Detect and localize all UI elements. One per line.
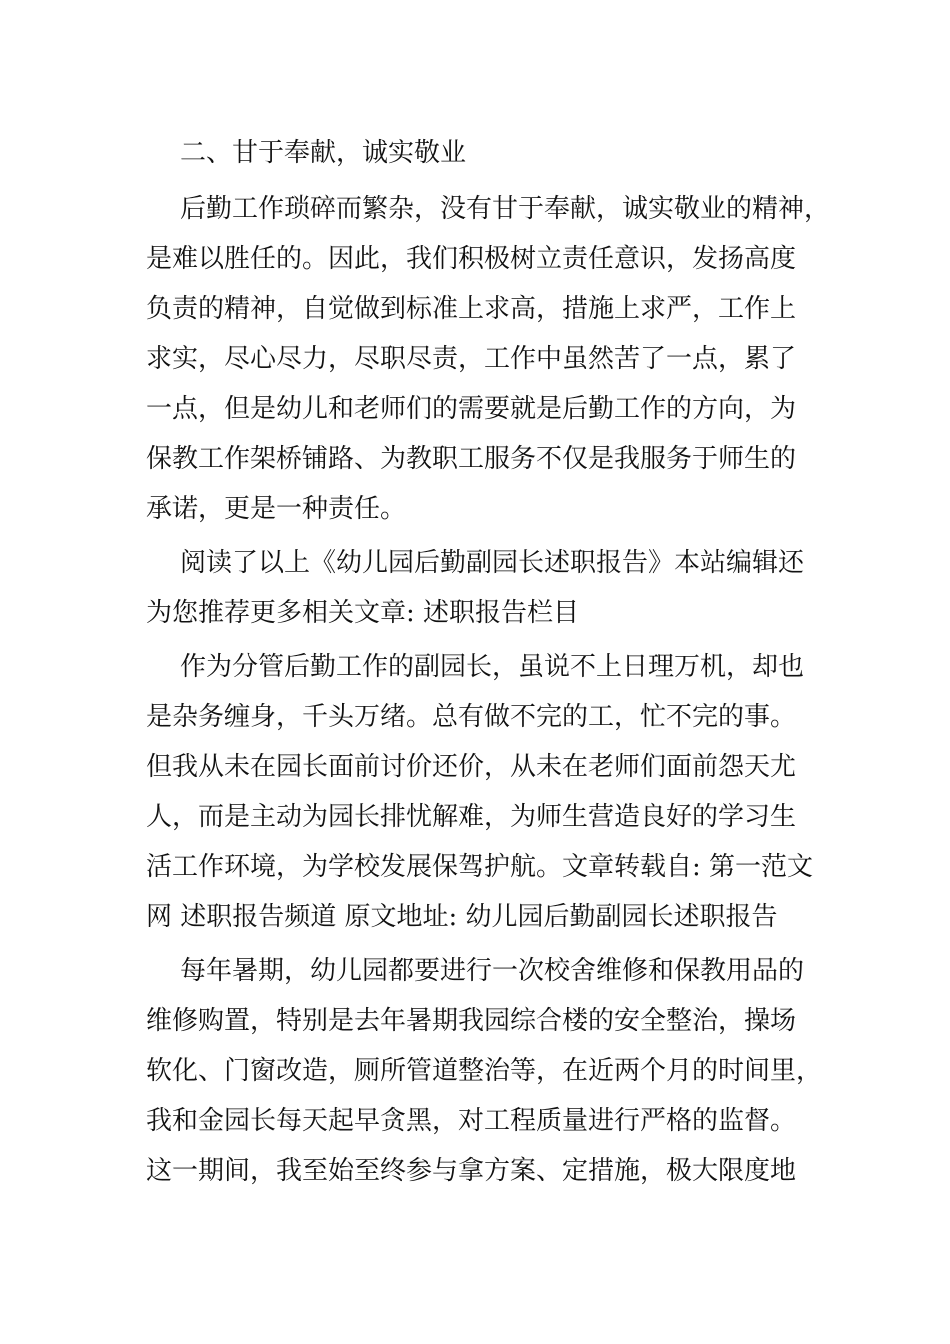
paragraph-line: 活工作环境，为学校发展保驾护航。文章转载自: 第一范文 <box>146 852 814 882</box>
paragraph-line: 这一期间，我至始至终参与拿方案、定措施，极大限度地 <box>146 1156 797 1186</box>
paragraph-line: 维修购置，特别是去年暑期我园综合楼的安全整治，操场 <box>146 1006 797 1036</box>
paragraph-line: 求实，尽心尽力，尽职尽责，工作中虽然苦了一点，累了 <box>146 344 797 374</box>
paragraph-line: 人，而是主动为园长排忧解难，为师生营造良好的学习生 <box>146 802 797 832</box>
paragraph-line: 是难以胜任的。因此，我们积极树立责任意识，发扬高度 <box>146 244 797 274</box>
paragraph-line: 软化、门窗改造，厕所管道整治等，在近两个月的时间里， <box>146 1056 823 1086</box>
paragraph-line: 作为分管后勤工作的副园长，虽说不上日理万机，却也 <box>180 652 805 682</box>
paragraph-line: 是杂务缠身，千头万绪。总有做不完的工，忙不完的事。 <box>146 702 797 732</box>
paragraph-line: 但我从未在园长面前讨价还价，从未在老师们面前怨天尤 <box>146 752 797 782</box>
paragraph-line: 负责的精神，自觉做到标准上求高，措施上求严，工作上 <box>146 294 797 324</box>
paragraph-line: 网 述职报告频道 原文地址: 幼儿园后勤副园长述职报告 <box>146 902 778 932</box>
paragraph-line: 我和金园长每天起早贪黑，对工程质量进行严格的监督。 <box>146 1106 797 1136</box>
paragraph-line: 保教工作架桥铺路、为教职工服务不仅是我服务于师生的 <box>146 444 797 474</box>
paragraph-line: 后勤工作琐碎而繁杂，没有甘于奉献，诚实敬业的精神， <box>180 194 831 224</box>
paragraph-line: 一点，但是幼儿和老师们的需要就是后勤工作的方向，为 <box>146 394 797 424</box>
paragraph-line: 每年暑期，幼儿园都要进行一次校舍维修和保教用品的 <box>180 956 805 986</box>
paragraph-line: 承诺，更是一种责任。 <box>146 494 407 524</box>
paragraph-line: 为您推荐更多相关文章: 述职报告栏目 <box>146 598 580 628</box>
section-heading: 二、甘于奉献，诚实敬业 <box>180 138 467 168</box>
paragraph-line: 阅读了以上《幼儿园后勤副园长述职报告》本站编辑还 <box>180 548 805 578</box>
